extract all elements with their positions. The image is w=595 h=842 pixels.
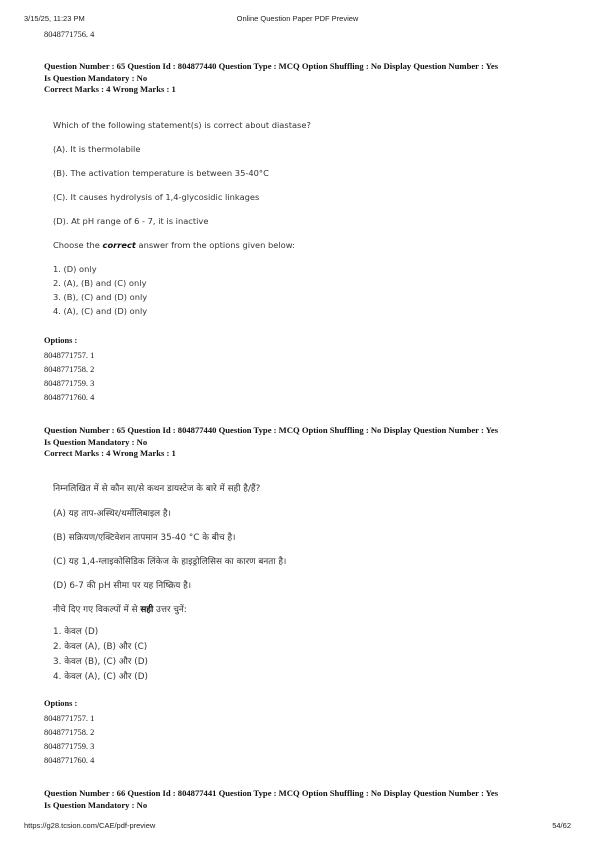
page-url: https://g28.tcsion.com/CAE/pdf-preview <box>24 821 156 830</box>
question-stem-hindi: निम्नलिखित में से कौन सा/से कथन डायस्टेज के बारे में सही है/हैं? <box>53 484 261 494</box>
question-meta-line: Question Number : 65 Question Id : 804877440 Question Type : MCQ Option Shuffling : No Display Question Number : Yes <box>44 425 499 435</box>
answer-choice: 2. केवल (A), (B) और (C) <box>53 642 148 652</box>
option-id: 8048771759. 3 <box>44 742 95 751</box>
choose-instruction: Choose the correct answer from the options given below: <box>53 240 295 250</box>
answer-choice: 3. (B), (C) and (D) only <box>53 292 148 302</box>
statement-d: (D). At pH range of 6 - 7, it is inactive <box>53 216 209 226</box>
choose-instruction-hindi: नीचे दिए गए विकल्पों में से सही उत्तर चुनें: <box>53 605 187 615</box>
choose-emphasis-hindi: सही <box>140 605 154 615</box>
answer-choice: 1. (D) only <box>53 264 97 274</box>
answer-choice: 4. (A), (C) and (D) only <box>53 306 148 316</box>
statement-b: (B). The activation temperature is between 35-40°C <box>53 168 269 178</box>
question-meta-line: Question Number : 66 Question Id : 804877441 Question Type : MCQ Option Shuffling : No Display Question Number : Yes <box>44 788 499 798</box>
statement-a: (A). It is thermolabile <box>53 144 141 154</box>
answer-choice: 2. (A), (B) and (C) only <box>53 278 147 288</box>
print-datetime: 3/15/25, 11:23 PM <box>24 14 85 23</box>
answer-choices <box>53 262 147 318</box>
statement-b-hindi: (B) सक्रियण/एक्टिवेशन तापमान 35-40 °C के बीच है। <box>53 533 236 543</box>
document-title: Online Question Paper PDF Preview <box>236 14 359 23</box>
options-label: Options : <box>44 336 78 345</box>
question-meta-65-en <box>44 61 564 96</box>
answer-choice: 4. केवल (A), (C) और (D) <box>53 672 148 682</box>
question-meta-line: Is Question Mandatory : No <box>44 72 148 83</box>
option-id: 8048771758. 2 <box>44 728 95 737</box>
page-number: 54/62 <box>552 821 571 830</box>
statement-c: (C). It causes hydrolysis of 1,4-glycosidic linkages <box>53 192 260 202</box>
option-id: 8048771760. 4 <box>44 756 95 765</box>
statement-c-hindi: (C) यह 1,4-ग्लाइकोसिडिक लिंकेज के हाइड्रोलिसिस का कारण बनता है। <box>53 557 287 567</box>
question-stem: Which of the following statement(s) is correct about diastase? <box>53 120 311 130</box>
answer-choices-hindi <box>53 625 148 685</box>
options-label: Options : <box>44 699 78 708</box>
question-meta-66 <box>44 788 564 811</box>
option-id: 8048771759. 3 <box>44 379 95 388</box>
question-meta-line: Is Question Mandatory : No <box>44 436 148 447</box>
choose-emphasis: correct <box>102 240 136 250</box>
statement-d-hindi: (D) 6-7 की pH सीमा पर यह निष्क्रिय है। <box>53 581 192 591</box>
option-id-list <box>44 349 94 405</box>
option-id-list <box>44 712 94 768</box>
statement-a-hindi: (A) यह ताप-अस्थिर/थर्मोलिबाइल है। <box>53 509 171 519</box>
question-meta-line: Is Question Mandatory : No <box>44 799 148 810</box>
previous-option-id: 8048771756. 4 <box>44 30 95 39</box>
answer-choice: 3. केवल (B), (C) और (D) <box>53 657 148 667</box>
question-meta-line: Question Number : 65 Question Id : 804877440 Question Type : MCQ Option Shuffling : No Display Question Number : Yes <box>44 61 499 71</box>
option-id: 8048771757. 1 <box>44 351 95 360</box>
option-id: 8048771758. 2 <box>44 365 95 374</box>
option-id: 8048771757. 1 <box>44 714 95 723</box>
option-id: 8048771760. 4 <box>44 393 95 402</box>
question-meta-line: Correct Marks : 4 Wrong Marks : 1 <box>44 84 176 94</box>
answer-choice: 1. केवल (D) <box>53 627 99 637</box>
question-meta-line: Correct Marks : 4 Wrong Marks : 1 <box>44 448 176 458</box>
question-meta-65-hi <box>44 425 564 460</box>
